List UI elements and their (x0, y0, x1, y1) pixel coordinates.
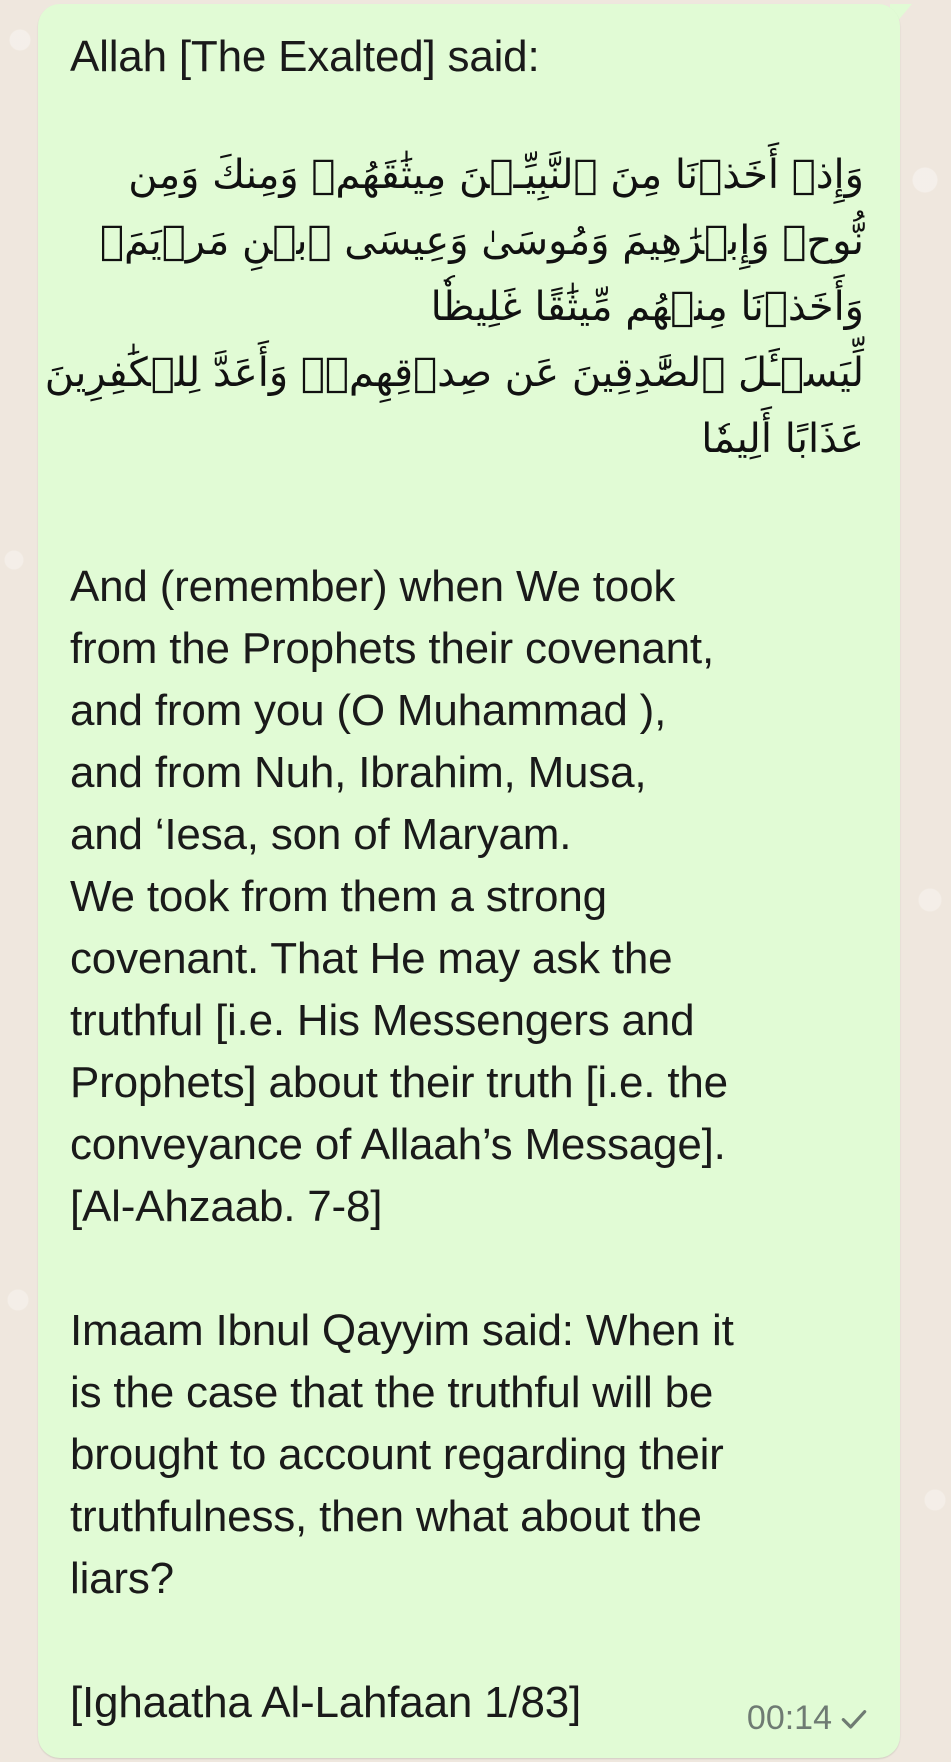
translation-line: from the Prophets their covenant, (70, 624, 714, 673)
paragraph-gap (70, 1238, 870, 1300)
arabic-verse (44, 142, 870, 472)
commentary-block (70, 1300, 870, 1610)
source-citation: [Ighaatha Al-Lahfaan 1/83] (70, 1678, 582, 1727)
message-time: 00:14 (746, 1699, 832, 1737)
message-meta (747, 1699, 870, 1738)
translation-line: And (remember) when We took (70, 562, 676, 611)
message-intro: Allah [The Exalted] said: (70, 32, 540, 81)
commentary-line: is the case that the truthful will be (70, 1368, 714, 1417)
translation-line: and from you (O Muhammad ), (70, 686, 667, 735)
commentary-line: truthfulness, then what about the (70, 1492, 702, 1541)
arabic-line: لِّيَسۡـَٔلَ ٱلصَّٰدِقِينَ عَن صِدۡقِهِمۡۚ وَأَعَدَّ لِلۡكَٰفِرِينَ (44, 350, 864, 396)
translation-line: and from Nuh, Ibrahim, Musa, (70, 748, 647, 797)
source-row (70, 1672, 870, 1737)
commentary-line: Imaam Ibnul Qayyim said: When it (70, 1306, 734, 1355)
arabic-line: نُّوحٖ وَإِبۡرَٰهِيمَ وَمُوسَىٰ وَعِيسَى ٱبۡنِ مَرۡيَمَۖ (99, 218, 864, 264)
message-bubble[interactable] (38, 4, 900, 1758)
translation-line: conveyance of Allaah’s Message]. (70, 1120, 726, 1169)
arabic-line: وَأَخَذۡنَا مِنۡهُم مِّيثَٰقًا غَلِيظٗا (430, 284, 864, 330)
verse-reference: [Al-Ahzaab. 7-8] (70, 1182, 383, 1231)
arabic-line: وَإِذۡ أَخَذۡنَا مِنَ ٱلنَّبِيِّـۧنَ مِيثَٰقَهُمۡ وَمِنكَ وَمِن (128, 152, 864, 198)
single-check-icon (838, 1703, 870, 1735)
paragraph-gap (70, 1610, 870, 1672)
translation-line: We took from them a strong (70, 872, 607, 921)
commentary-line: brought to account regarding their (70, 1430, 724, 1479)
translation-line: Prophets] about their truth [i.e. the (70, 1058, 728, 1107)
translation-line: truthful [i.e. His Messengers and (70, 996, 695, 1045)
translation-line: covenant. That He may ask the (70, 934, 673, 983)
translation-line: and ‘Iesa, son of Maryam. (70, 810, 572, 859)
arabic-line: عَذَابًا أَلِيمٗا (701, 416, 864, 462)
commentary-line: liars? (70, 1554, 174, 1603)
translation-block (70, 556, 870, 1238)
